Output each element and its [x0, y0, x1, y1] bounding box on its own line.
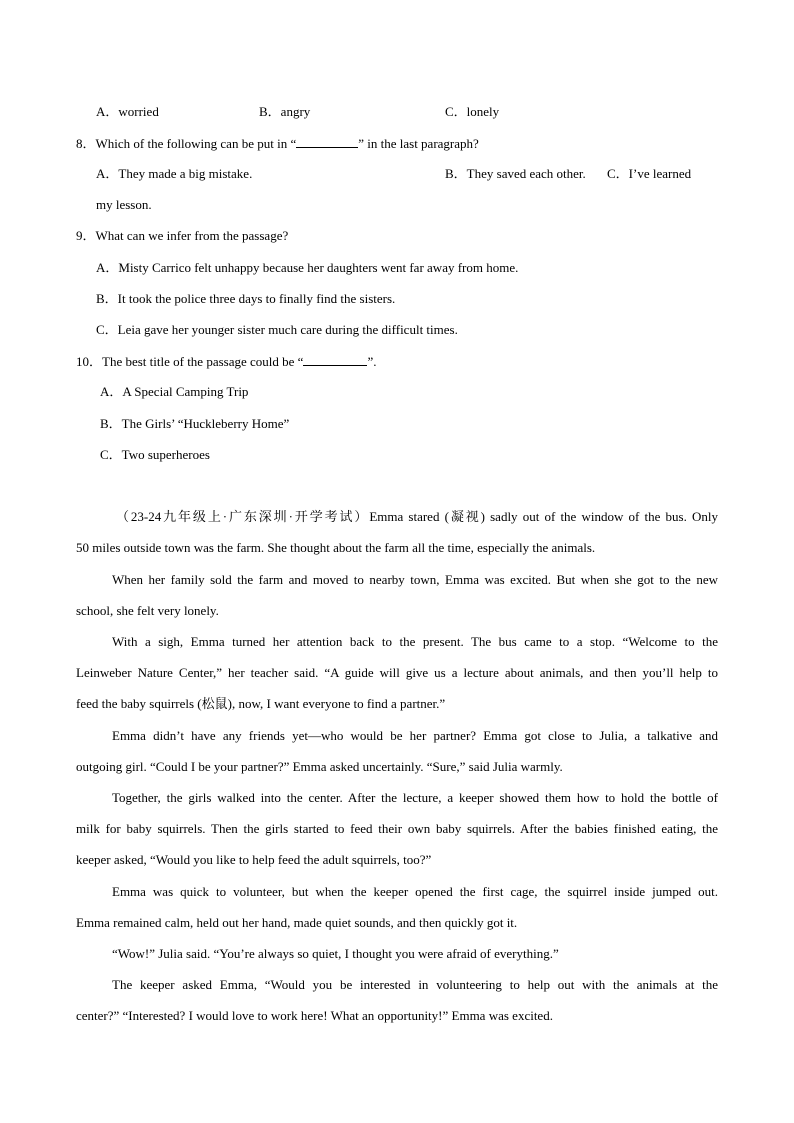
passage-line: 50 miles outside town was the farm. She thought about the farm all the time, especially the animals.: [76, 540, 596, 555]
passage-line: Leinweber Nature Center,” her teacher said. “A guide will give us a lecture about animals, and then you’ll help to: [76, 665, 718, 680]
q10-option-b: B．The Girls’ “Huckleberry Home”: [100, 416, 290, 431]
passage-line: The keeper asked Emma, “Would you be interested in volunteering to help out with the animals at the: [112, 977, 718, 992]
passage-line: “Wow!” Julia said. “You’re always so quiet, I thought you were afraid of everything.”: [112, 946, 559, 961]
q8-option-c: C．I’ve learned: [607, 166, 692, 181]
q10-stem: [76, 353, 376, 370]
q8-option-b: B．They saved each other.: [445, 166, 586, 181]
q8-stem: [76, 135, 479, 152]
q9-option-b: B．It took the police three days to finally find the sisters.: [96, 291, 396, 306]
passage-line: school, she felt very lonely.: [76, 603, 219, 618]
q8-stem-post: ” in the last paragraph?: [358, 136, 479, 151]
q8-blank: [296, 135, 358, 148]
q10-stem-post: ”.: [367, 354, 377, 369]
q7-option-b: B．angry: [259, 104, 311, 119]
passage-line: When her family sold the farm and moved to nearby town, Emma was excited. But when she got to the new: [112, 572, 718, 587]
q7-option-a: A．worried: [96, 104, 159, 119]
q10-stem-pre: 10．The best title of the passage could be “: [76, 354, 304, 369]
q10-option-c: C．Two superheroes: [100, 447, 210, 462]
passage-line: Emma was quick to volunteer, but when the keeper opened the first cage, the squirrel inside jumped out.: [112, 884, 718, 899]
q8-stem-pre: 8．Which of the following can be put in “: [76, 136, 297, 151]
passage-line: outgoing girl. “Could I be your partner?” Emma asked uncertainly. “Sure,” said Julia warmly.: [76, 759, 563, 774]
q8-option-c-continued: my lesson.: [96, 197, 152, 212]
passage-line: Emma remained calm, held out her hand, made quiet sounds, and then quickly got it.: [76, 915, 518, 930]
passage-line: center?” “Interested? I would love to work here! What an opportunity!” Emma was excited.: [76, 1008, 553, 1023]
passage-line: （23-24九年级上·广东深圳·开学考试）Emma stared (凝视) sadly out of the window of the bus. Only: [116, 509, 718, 524]
q9-option-a: A．Misty Carrico felt unhappy because her daughters went far away from home.: [96, 260, 519, 275]
passage-line: feed the baby squirrels (松鼠), now, I want everyone to find a partner.”: [76, 696, 446, 711]
passage-line: keeper asked, “Would you like to help feed the adult squirrels, too?”: [76, 852, 432, 867]
passage-line: Together, the girls walked into the center. After the lecture, a keeper showed them how to hold the bottle of: [112, 790, 718, 805]
q10-option-a: A．A Special Camping Trip: [100, 384, 249, 399]
q7-option-c: C．lonely: [445, 104, 500, 119]
passage-line: Emma didn’t have any friends yet—who would be her partner? Emma got close to Julia, a talkative and: [112, 728, 718, 743]
q10-blank: [303, 353, 367, 366]
q9-option-c: C．Leia gave her younger sister much care during the difficult times.: [96, 322, 458, 337]
passage-line: milk for baby squirrels. Then the girls started to feed their own baby squirrels. After the babies finished eating, the: [76, 821, 718, 836]
passage-line: With a sigh, Emma turned her attention back to the present. The bus came to a stop. “Welcome to the: [112, 634, 718, 649]
q8-option-a: A．They made a big mistake.: [96, 166, 253, 181]
q9-stem: 9．What can we infer from the passage?: [76, 228, 289, 243]
